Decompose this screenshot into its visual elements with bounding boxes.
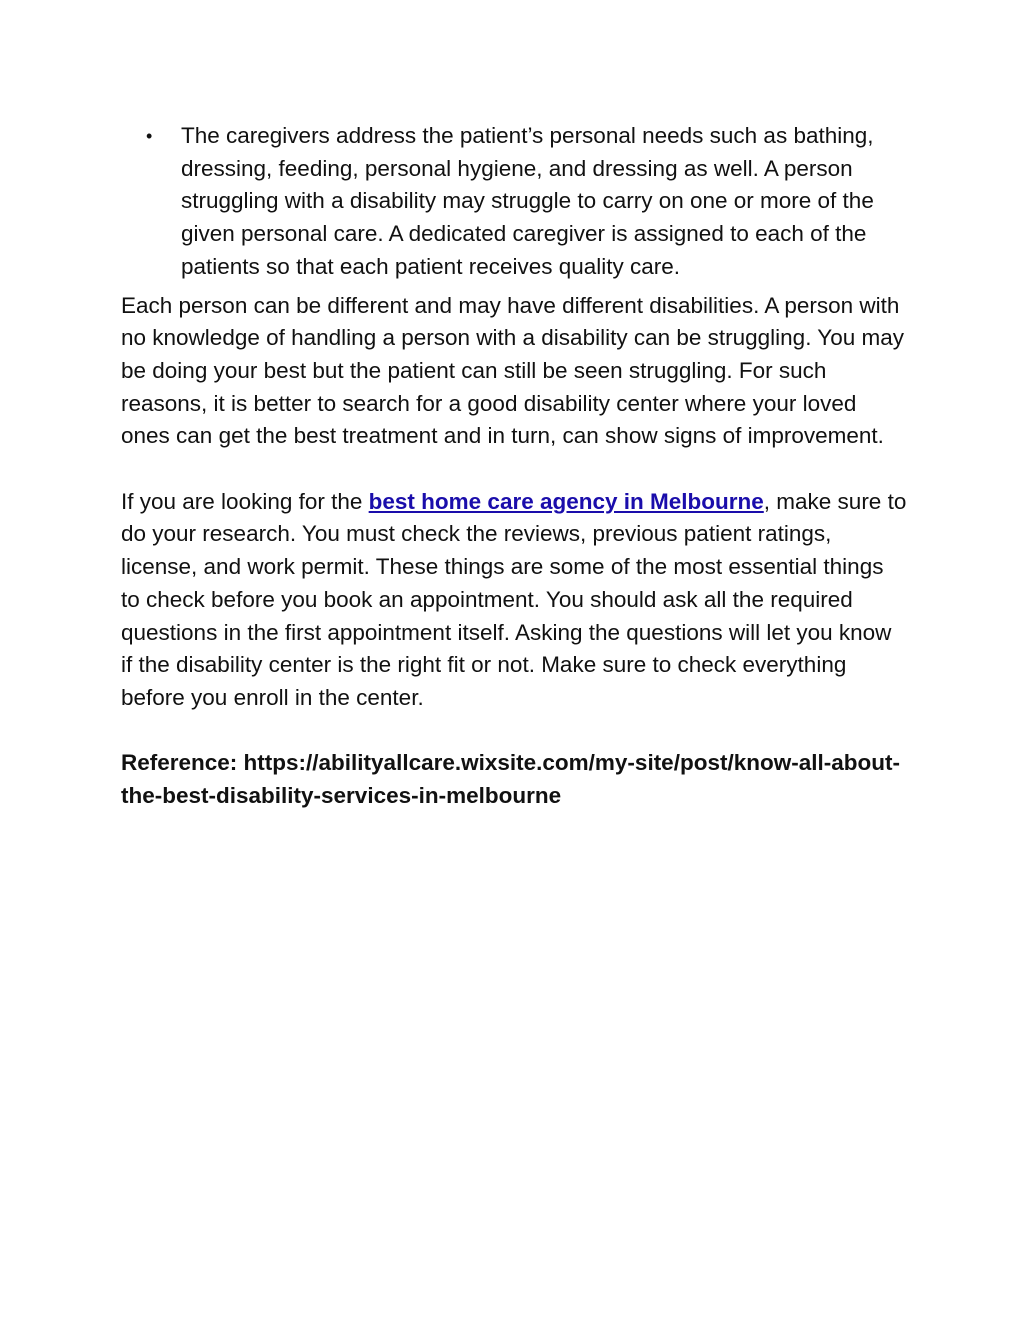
bullet-icon: • xyxy=(146,126,153,146)
paragraph-spacer xyxy=(121,453,907,486)
paragraph-agency-rest: , make sure to do your research. You must check the reviews, previous patient ratings, license, and work permit. These things are some of the most essential things to check before you book an appointment. You should ask all the required questions in the first appointment itself. Asking the questions will let you know if the disability center is the right fit or not. Make sure to check everything before you enroll in the center. xyxy=(121,488,907,710)
list-item xyxy=(121,120,907,284)
document-body xyxy=(121,120,907,813)
bullet-list xyxy=(121,120,907,284)
paragraph-agency-lead: If you are looking for the xyxy=(121,488,369,514)
home-care-agency-link[interactable]: best home care agency in Melbourne xyxy=(368,488,764,514)
reference-text: Reference: https://abilityallcare.wixsite.com/my-site/post/know-all-about-the-best-disability-services-in-melbourne xyxy=(121,750,900,809)
paragraph-disabilities: Each person can be different and may have different disabilities. A person with no knowledge of handling a person with a disability can be struggling. You may be doing your best but the patient can still be seen struggling. For such reasons, it is better to search for a good disability center where your loved ones can get the best treatment and in turn, can show signs of improvement. xyxy=(121,292,905,449)
paragraph-spacer xyxy=(121,715,907,748)
paragraph-agency xyxy=(121,486,907,715)
bullet-text: The caregivers address the patient’s personal needs such as bathing, dressing, feeding, personal hygiene, and dressing as well. A person struggling with a disability may struggle to carry on one or more of the given personal care. A dedicated caregiver is assigned to each of the patients so that each patient receives quality care. xyxy=(181,123,874,279)
